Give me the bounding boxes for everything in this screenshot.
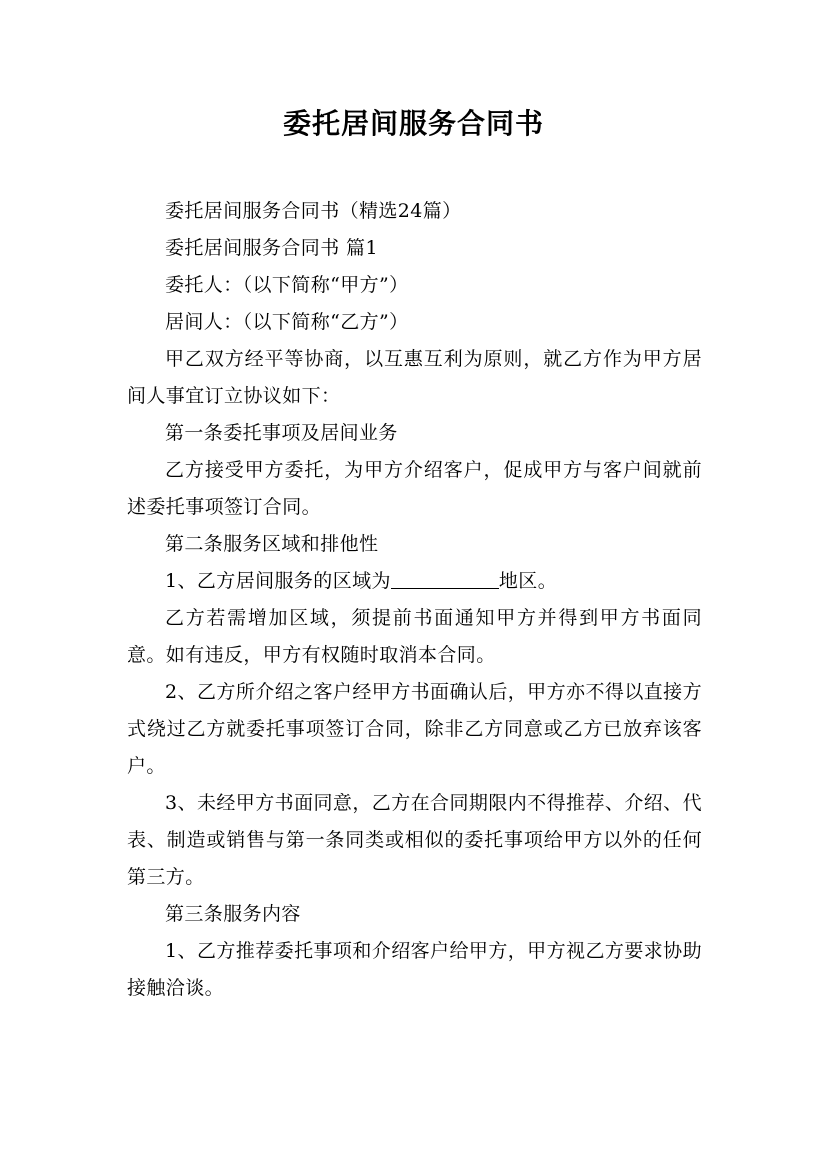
paragraph-article-2-heading: 第二条服务区域和排他性 [165, 533, 379, 555]
area-clause-before: 1、乙方居间服务的区域为 [165, 570, 391, 592]
paragraph-intro: 甲乙双方经平等协商，以互惠互利为原则，就乙方作为甲方居间人事宜订立协议如下： [127, 348, 702, 407]
document-title: 委托居间服务合同书 [282, 107, 544, 140]
paragraph-clause-2: 2、乙方所介绍之客户经甲方书面确认后，甲方亦不得以直接方式绕过乙方就委托事项签订合同，除非乙方同意或乙方已放弃该客户。 [127, 681, 702, 777]
paragraph-article-3-clause-1: 1、乙方推荐委托事项和介绍客户给甲方，甲方视乙方要求协助接触洽谈。 [127, 940, 702, 999]
paragraph-article-1-heading: 第一条委托事项及居间业务 [165, 422, 398, 444]
paragraph-article-1-body: 乙方接受甲方委托，为甲方介绍客户，促成甲方与客户间就前述委托事项签订合同。 [127, 459, 702, 518]
area-clause-after: 地区。 [498, 570, 558, 592]
paragraph-party-b: 居间人：（以下简称“乙方”） [165, 311, 409, 333]
paragraph-area-clause [127, 563, 702, 600]
paragraph-area-extension: 乙方若需增加区域，须提前书面通知甲方并得到甲方书面同意。如有违反，甲方有权随时取消本合同。 [127, 607, 702, 666]
paragraph-clause-3: 3、未经甲方书面同意，乙方在合同期限内不得推荐、介绍、代表、制造或销售与第一条同类或相似的委托事项给甲方以外的任何第三方。 [127, 792, 702, 888]
area-blank-line [391, 569, 499, 589]
document-body [127, 193, 702, 1007]
paragraph-subtitle: 委托居间服务合同书（精选24篇） [165, 200, 462, 222]
paragraph-party-a: 委托人：（以下简称“甲方”） [165, 274, 409, 296]
paragraph-section-heading: 委托居间服务合同书 篇1 [165, 237, 378, 259]
paragraph-article-3-heading: 第三条服务内容 [165, 903, 301, 925]
